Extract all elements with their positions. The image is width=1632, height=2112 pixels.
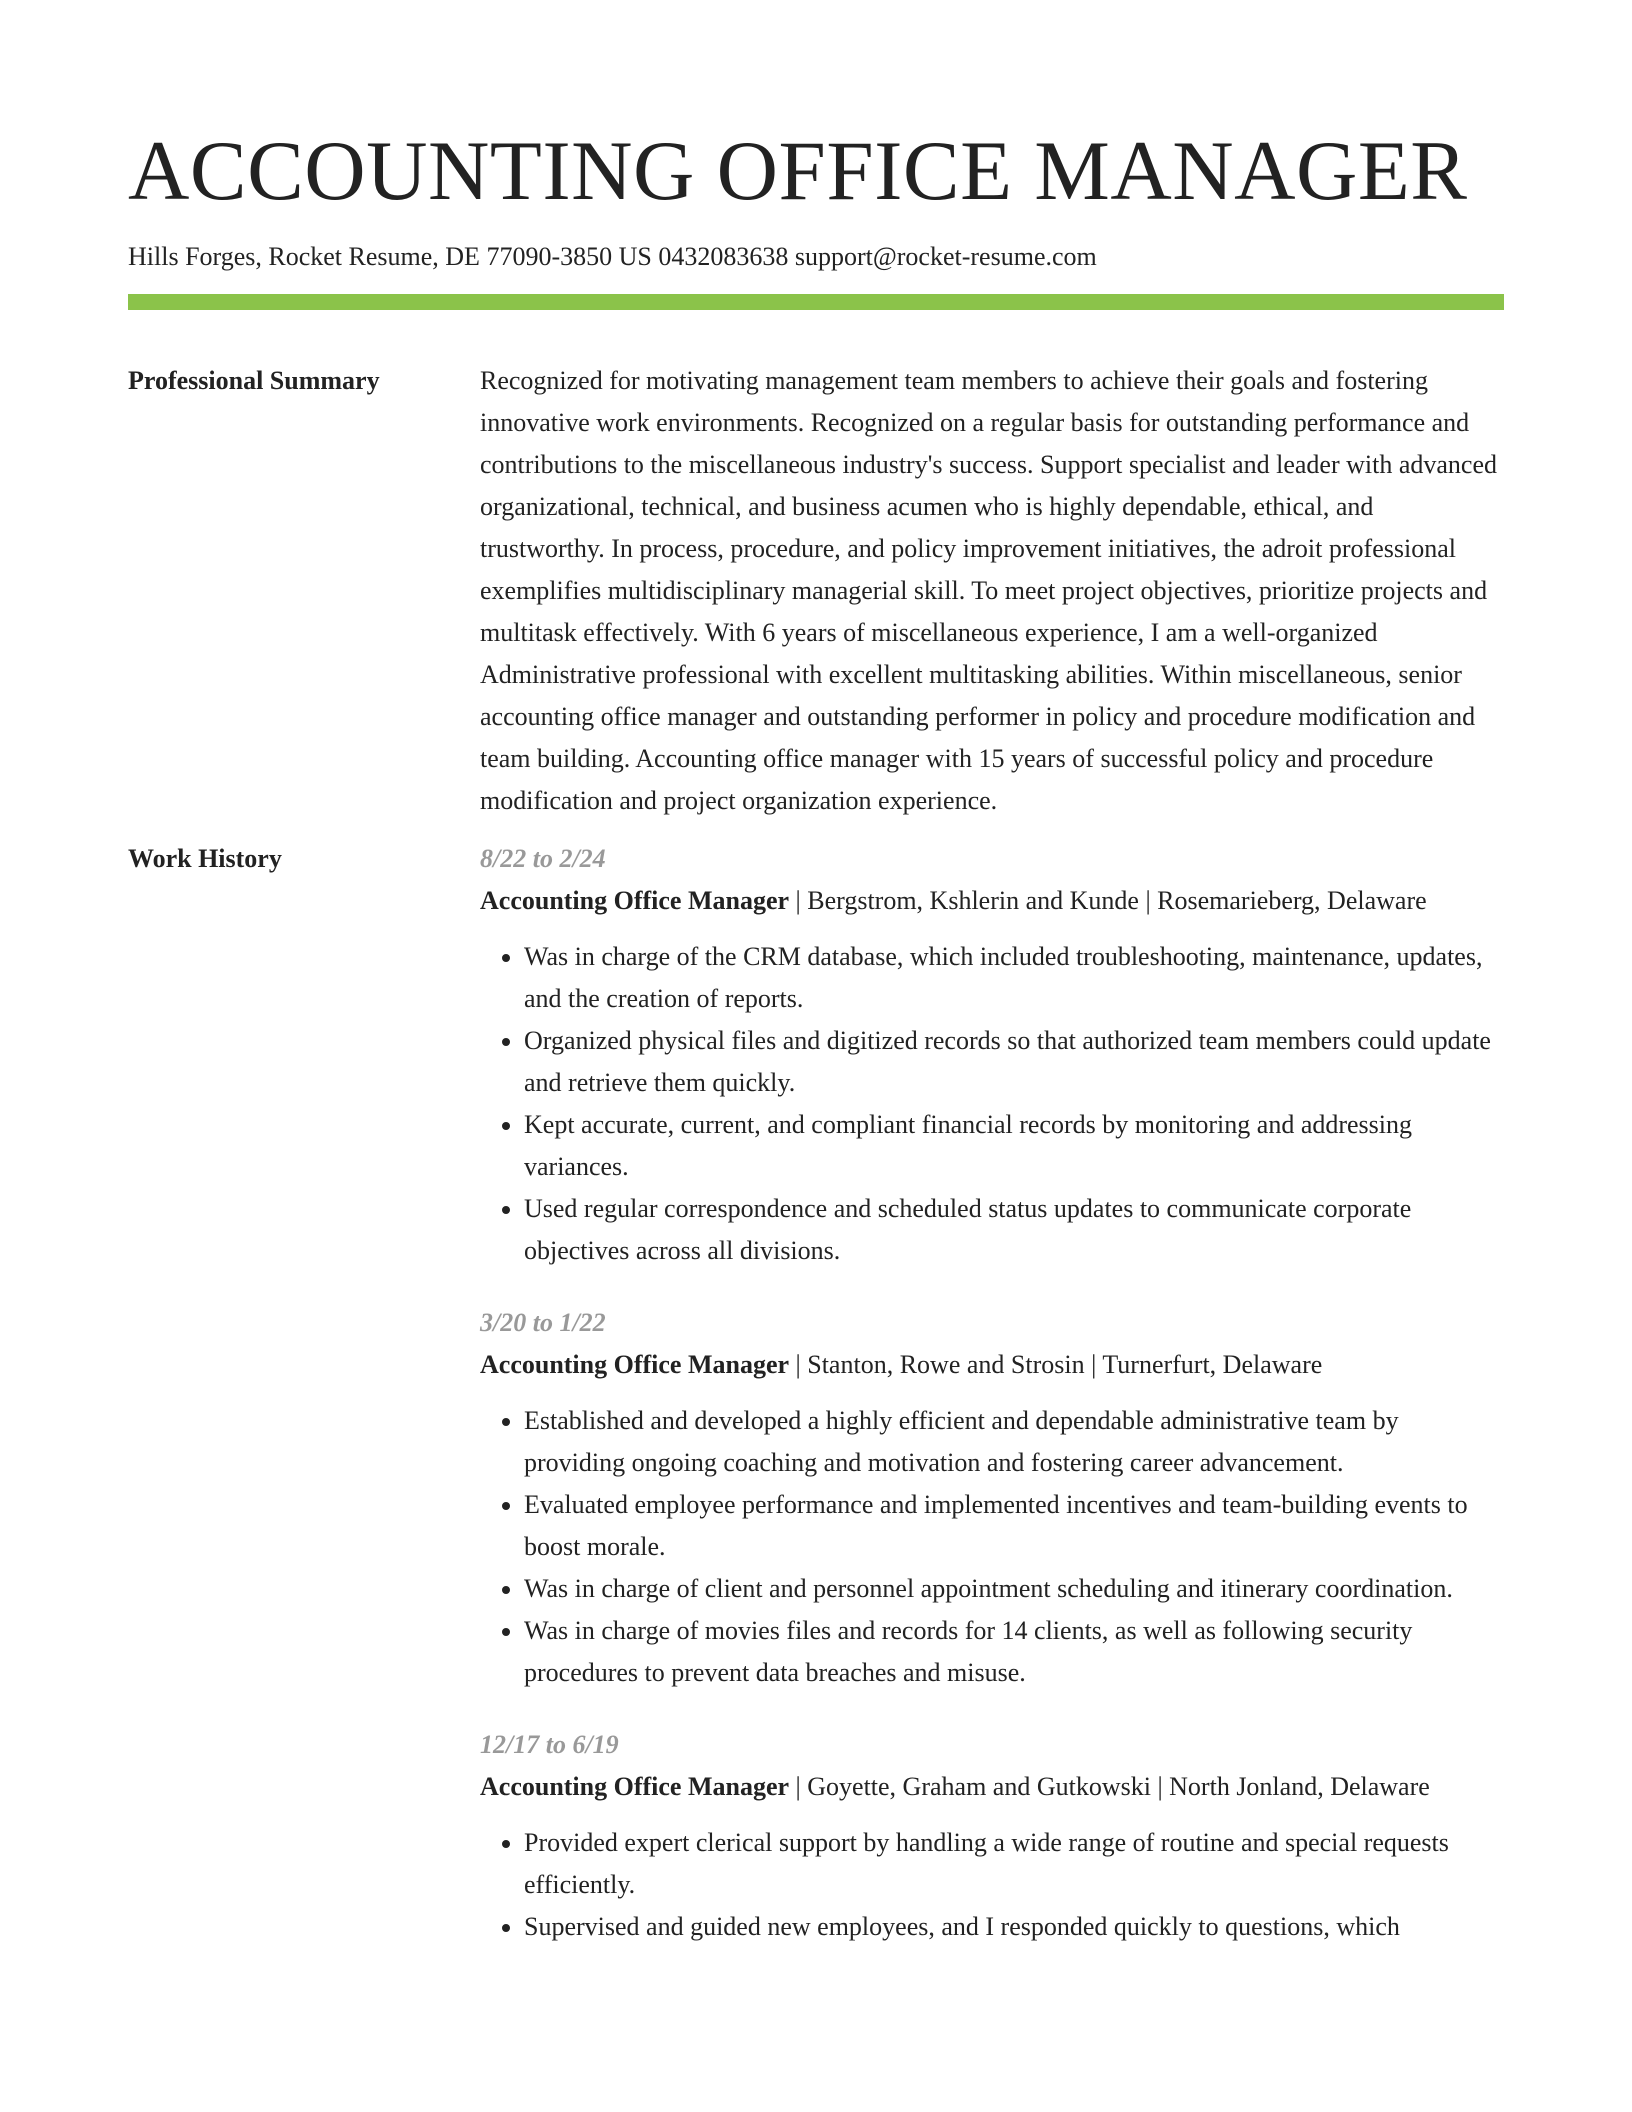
job-heading xyxy=(480,1344,1504,1386)
accent-rule xyxy=(128,294,1504,310)
job-bullet: • Supervised and guided new employees, and I responded quickly to questions, which xyxy=(524,1906,1504,1948)
job-bullets xyxy=(480,1400,1504,1694)
job-bullet: • Used regular correspondence and scheduled status updates to communicate corporate objectives across all divisions. xyxy=(524,1188,1504,1272)
job-heading xyxy=(480,880,1504,922)
professional-summary-section xyxy=(128,360,1504,822)
job-bullet: • Established and developed a highly efficient and dependable administrative team by providing ongoing coaching and motivation and fostering career advancement. xyxy=(524,1400,1504,1484)
job-entry xyxy=(480,1724,1504,1948)
job-details: | Goyette, Graham and Gutkowski | North Jonland, Delaware xyxy=(789,1772,1430,1801)
job-bullets xyxy=(480,936,1504,1272)
section-title-work: Work History xyxy=(128,844,282,873)
job-dates: 8/22 to 2/24 xyxy=(480,844,606,873)
job-bullets xyxy=(480,1822,1504,1948)
job-title: Accounting Office Manager xyxy=(480,1350,790,1379)
job-title: Accounting Office Manager xyxy=(480,886,790,915)
job-bullet: • Was in charge of the CRM database, which included troubleshooting, maintenance, updates, and the creation of reports. xyxy=(524,936,1504,1020)
summary-body xyxy=(480,360,1504,822)
work-history-section xyxy=(128,838,1504,1978)
resume-name: ACCOUNTING OFFICE MANAGER xyxy=(128,124,1468,218)
job-bullet: • Was in charge of client and personnel appointment scheduling and itinerary coordination. xyxy=(524,1568,1504,1610)
job-heading xyxy=(480,1766,1504,1808)
job-bullet: • Organized physical files and digitized records so that authorized team members could update and retrieve them quickly. xyxy=(524,1020,1504,1104)
summary-text: Recognized for motivating management team members to achieve their goals and fostering innovative work environments. Recognized on a regular basis for outstanding performance and contributions to the miscellaneous industry's success. Support specialist and leader with advanced organizational, technical, and business acumen who is highly dependable, ethical, and trustworthy. In process, procedure, and policy improvement initiatives, the adroit professional exemplifies multidisciplinary managerial skill. To meet project objectives, prioritize projects and multitask effectively. With 6 years of miscellaneous experience, I am a well-organized Administrative professional with excellent multitasking abilities. Within miscellaneous, senior accounting office manager and outstanding performer in policy and procedure modification and team building. Accounting office manager with 15 years of successful policy and procedure modification and project organization experience. xyxy=(480,366,1498,815)
job-bullet: • Kept accurate, current, and compliant financial records by monitoring and addressing variances. xyxy=(524,1104,1504,1188)
work-body xyxy=(480,838,1504,1978)
job-details: | Stanton, Rowe and Strosin | Turnerfurt, Delaware xyxy=(789,1350,1323,1379)
section-title-summary: Professional Summary xyxy=(128,366,380,395)
job-bullet: • Was in charge of movies files and records for 14 clients, as well as following security procedures to prevent data breaches and misuse. xyxy=(524,1610,1504,1694)
resume-page xyxy=(128,0,1504,1978)
job-title: Accounting Office Manager xyxy=(480,1772,790,1801)
job-bullet: • Evaluated employee performance and implemented incentives and team-building events to boost morale. xyxy=(524,1484,1504,1568)
contact-line: Hills Forges, Rocket Resume, DE 77090-3850 US 0432083638 support@rocket-resume.com xyxy=(128,242,1097,271)
job-bullet: • Provided expert clerical support by handling a wide range of routine and special requests efficiently. xyxy=(524,1822,1504,1906)
job-dates: 3/20 to 1/22 xyxy=(480,1308,606,1337)
job-details: | Bergstrom, Kshlerin and Kunde | Rosemarieberg, Delaware xyxy=(789,886,1427,915)
job-dates: 12/17 to 6/19 xyxy=(480,1730,619,1759)
job-entry xyxy=(480,1302,1504,1694)
job-entry xyxy=(480,838,1504,1272)
